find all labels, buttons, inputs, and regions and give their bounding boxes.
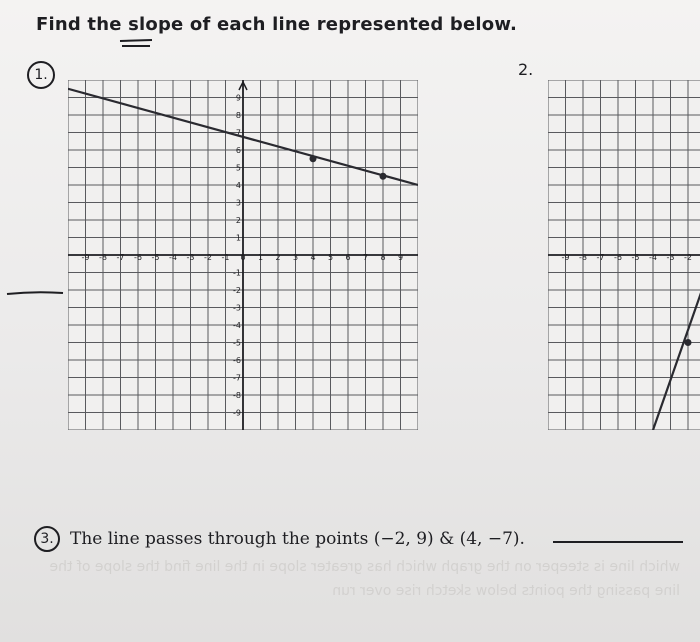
x-tick-label: -7 bbox=[596, 253, 605, 262]
y-tick-label: -2 bbox=[233, 286, 241, 295]
y-tick-label: -3 bbox=[233, 303, 241, 313]
x-tick-label: -2 bbox=[684, 253, 692, 262]
x-tick-label: -4 bbox=[169, 253, 177, 262]
x-tick-label: 1 bbox=[257, 253, 264, 262]
y-tick-label: -7 bbox=[233, 373, 241, 383]
y-tick-label: 8 bbox=[235, 111, 241, 120]
x-tick-label: -6 bbox=[614, 253, 622, 262]
marked-point bbox=[685, 339, 692, 346]
x-tick-label: -4 bbox=[649, 253, 657, 262]
x-tick-label: 8 bbox=[380, 253, 386, 262]
x-tick-label: -5 bbox=[151, 253, 160, 262]
x-tick-label: 0 bbox=[240, 253, 246, 262]
problem-2-coordinate-plane bbox=[548, 80, 700, 430]
x-tick-label: 7 bbox=[362, 253, 369, 262]
x-tick-label: -5 bbox=[631, 253, 640, 262]
problem-3-answer-blank[interactable] bbox=[553, 541, 683, 543]
x-tick-label: -7 bbox=[116, 253, 125, 262]
x-tick-label: 6 bbox=[345, 253, 351, 262]
x-tick-label: 5 bbox=[327, 253, 334, 262]
y-tick-label: 1 bbox=[235, 233, 241, 243]
x-tick-label: -2 bbox=[204, 253, 212, 262]
x-tick-label: 9 bbox=[397, 253, 404, 262]
bleed-through-text: which line is steeper on the graph which has greater slope in the line find the slope of the line passing the points below sketch rise over run bbox=[49, 559, 680, 599]
problem-1-graph bbox=[68, 80, 418, 430]
problem-3-text: The line passes through the points (−2, 9) & (4, −7). bbox=[70, 529, 525, 549]
y-tick-label: -6 bbox=[233, 356, 241, 365]
pen-answer-line bbox=[5, 289, 65, 297]
y-tick-label: 2 bbox=[235, 216, 241, 225]
x-tick-label: -8 bbox=[99, 253, 107, 262]
problem-3-number: 3. bbox=[34, 526, 60, 552]
x-tick-label: 3 bbox=[292, 253, 299, 262]
marked-point bbox=[310, 155, 317, 162]
x-tick-label: -9 bbox=[561, 253, 570, 262]
y-tick-label: 6 bbox=[235, 146, 241, 155]
y-tick-label: 5 bbox=[235, 163, 241, 173]
problem-1-number: 1. bbox=[27, 61, 55, 89]
x-tick-label: 4 bbox=[310, 253, 316, 262]
problem-3 bbox=[34, 526, 525, 552]
x-tick-label: -3 bbox=[666, 253, 675, 262]
y-tick-label: -1 bbox=[233, 268, 241, 278]
x-tick-label: -8 bbox=[579, 253, 587, 262]
pen-underline-mark bbox=[118, 38, 154, 52]
y-tick-label: -8 bbox=[233, 391, 241, 400]
y-tick-label: 9 bbox=[235, 93, 241, 103]
x-tick-label: -3 bbox=[186, 253, 195, 262]
problem-2-graph bbox=[548, 80, 700, 430]
y-tick-label: -5 bbox=[233, 338, 241, 348]
problem-1-coordinate-plane bbox=[68, 80, 418, 430]
x-tick-label: 2 bbox=[275, 253, 281, 262]
marked-point bbox=[380, 173, 387, 180]
problem-2-number: 2. bbox=[518, 60, 534, 79]
x-tick-label: -9 bbox=[81, 253, 90, 262]
y-tick-label: 4 bbox=[235, 181, 241, 190]
x-tick-label: -6 bbox=[134, 253, 142, 262]
y-tick-label: 3 bbox=[235, 198, 241, 208]
y-tick-label: -9 bbox=[233, 408, 241, 418]
y-tick-label: 7 bbox=[235, 128, 241, 138]
instruction-heading: Find the slope of each line represented below. bbox=[36, 14, 518, 35]
y-tick-label: -4 bbox=[233, 321, 241, 330]
x-tick-label: -1 bbox=[221, 253, 230, 262]
